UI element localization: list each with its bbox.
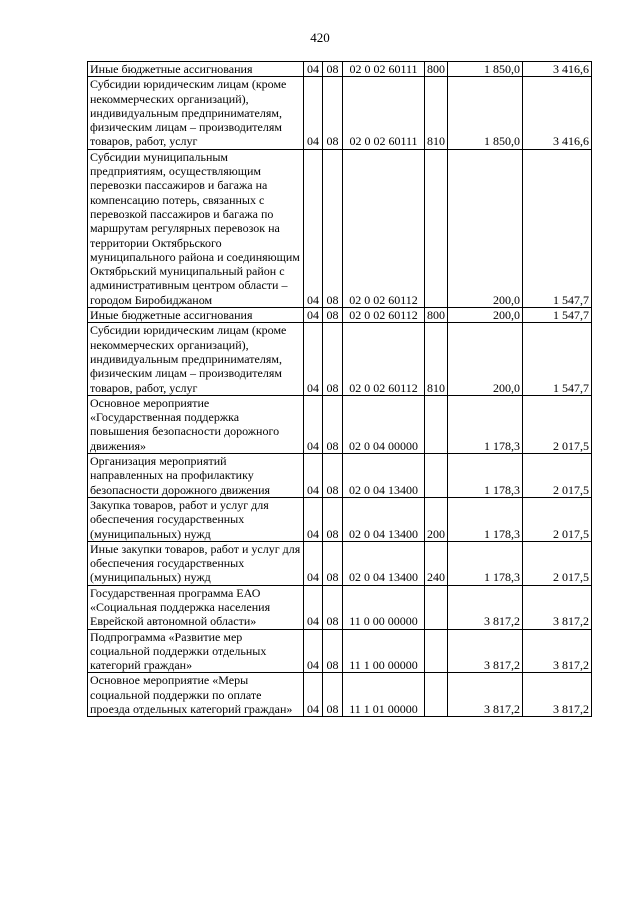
row-vr-code bbox=[425, 454, 448, 498]
row-sum-first: 200,0 bbox=[448, 308, 523, 323]
row-sum-first: 1 178,3 bbox=[448, 454, 523, 498]
row-sum-second: 1 547,7 bbox=[523, 323, 592, 395]
row-vr-code bbox=[425, 149, 448, 307]
table-row bbox=[88, 62, 592, 77]
row-vr-code bbox=[425, 585, 448, 629]
row-rz-code: 04 bbox=[304, 541, 323, 585]
row-sum-first: 1 178,3 bbox=[448, 541, 523, 585]
row-sum-first: 200,0 bbox=[448, 149, 523, 307]
table-row bbox=[88, 77, 592, 149]
row-name: Основное мероприятие «Государственная поддержка повышения безопасности дорожного движения» bbox=[88, 395, 304, 453]
row-sum-first: 200,0 bbox=[448, 323, 523, 395]
row-csr-code: 02 0 04 00000 bbox=[343, 395, 425, 453]
row-name: Иные бюджетные ассигнования bbox=[88, 308, 304, 323]
page-number: 420 bbox=[310, 30, 330, 45]
row-name: Подпрограмма «Развитие мер социальной поддержки отдельных категорий граждан» bbox=[88, 629, 304, 673]
row-pr-code: 08 bbox=[323, 497, 343, 541]
row-pr-code: 08 bbox=[323, 673, 343, 717]
table-row bbox=[88, 149, 592, 307]
row-rz-code: 04 bbox=[304, 323, 323, 395]
row-sum-second: 2 017,5 bbox=[523, 395, 592, 453]
row-name: Иные бюджетные ассигнования bbox=[88, 62, 304, 77]
row-sum-second: 1 547,7 bbox=[523, 149, 592, 307]
row-pr-code: 08 bbox=[323, 62, 343, 77]
row-sum-second: 2 017,5 bbox=[523, 541, 592, 585]
row-sum-second: 2 017,5 bbox=[523, 454, 592, 498]
row-sum-first: 1 850,0 bbox=[448, 62, 523, 77]
row-pr-code: 08 bbox=[323, 629, 343, 673]
row-pr-code: 08 bbox=[323, 323, 343, 395]
table-row bbox=[88, 497, 592, 541]
row-sum-second: 3 416,6 bbox=[523, 62, 592, 77]
row-sum-first: 3 817,2 bbox=[448, 629, 523, 673]
budget-table-body bbox=[88, 62, 592, 717]
row-name: Иные закупки товаров, работ и услуг для обеспечения государственных (муниципальных) нужд bbox=[88, 541, 304, 585]
table-row bbox=[88, 585, 592, 629]
table-row bbox=[88, 541, 592, 585]
row-sum-first: 1 178,3 bbox=[448, 395, 523, 453]
row-csr-code: 02 0 02 60111 bbox=[343, 77, 425, 149]
row-pr-code: 08 bbox=[323, 454, 343, 498]
row-rz-code: 04 bbox=[304, 585, 323, 629]
row-sum-second: 1 547,7 bbox=[523, 308, 592, 323]
row-name: Организация мероприятий направленных на профилактику безопасности дорожного движения bbox=[88, 454, 304, 498]
row-sum-first: 3 817,2 bbox=[448, 585, 523, 629]
row-sum-second: 3 817,2 bbox=[523, 673, 592, 717]
row-pr-code: 08 bbox=[323, 541, 343, 585]
row-pr-code: 08 bbox=[323, 149, 343, 307]
row-rz-code: 04 bbox=[304, 62, 323, 77]
table-row bbox=[88, 629, 592, 673]
row-csr-code: 02 0 02 60112 bbox=[343, 149, 425, 307]
row-vr-code: 800 bbox=[425, 308, 448, 323]
row-vr-code bbox=[425, 673, 448, 717]
row-name: Основное мероприятие «Меры социальной поддержки по оплате проезда отдельных категорий граждан» bbox=[88, 673, 304, 717]
row-csr-code: 11 0 00 00000 bbox=[343, 585, 425, 629]
row-csr-code: 11 1 00 00000 bbox=[343, 629, 425, 673]
row-sum-second: 2 017,5 bbox=[523, 497, 592, 541]
row-pr-code: 08 bbox=[323, 585, 343, 629]
row-vr-code bbox=[425, 395, 448, 453]
row-rz-code: 04 bbox=[304, 497, 323, 541]
row-vr-code: 810 bbox=[425, 323, 448, 395]
row-csr-code: 02 0 02 60112 bbox=[343, 323, 425, 395]
row-vr-code: 200 bbox=[425, 497, 448, 541]
row-sum-second: 3 416,6 bbox=[523, 77, 592, 149]
row-name: Субсидии муниципальным предприятиям, осуществляющим перевозки пассажиров и багажа на компенсацию потерь, связанных с перевозкой пассажиров и багажа по маршрутам регулярных перевозок на территории Октябрьского муниципального района и соединяющим Октябрьский муниципальный район с административным центром области – городом Биробиджаном bbox=[88, 149, 304, 307]
row-csr-code: 02 0 04 13400 bbox=[343, 497, 425, 541]
row-csr-code: 02 0 04 13400 bbox=[343, 454, 425, 498]
row-pr-code: 08 bbox=[323, 395, 343, 453]
row-name: Государственная программа ЕАО «Социальная поддержка населения Еврейской автономной области» bbox=[88, 585, 304, 629]
row-name: Субсидии юридическим лицам (кроме некоммерческих организаций), индивидуальным предпринимателям, физическим лицам – производителям товаров, работ, услуг bbox=[88, 323, 304, 395]
row-vr-code: 240 bbox=[425, 541, 448, 585]
table-row bbox=[88, 323, 592, 395]
table-row bbox=[88, 454, 592, 498]
row-rz-code: 04 bbox=[304, 454, 323, 498]
table-row bbox=[88, 673, 592, 717]
row-rz-code: 04 bbox=[304, 629, 323, 673]
row-sum-first: 1 850,0 bbox=[448, 77, 523, 149]
row-pr-code: 08 bbox=[323, 308, 343, 323]
row-name: Закупка товаров, работ и услуг для обеспечения государственных (муниципальных) нужд bbox=[88, 497, 304, 541]
row-sum-first: 1 178,3 bbox=[448, 497, 523, 541]
row-rz-code: 04 bbox=[304, 308, 323, 323]
row-sum-second: 3 817,2 bbox=[523, 585, 592, 629]
row-csr-code: 02 0 04 13400 bbox=[343, 541, 425, 585]
row-csr-code: 02 0 02 60112 bbox=[343, 308, 425, 323]
row-rz-code: 04 bbox=[304, 77, 323, 149]
row-vr-code bbox=[425, 629, 448, 673]
table-row bbox=[88, 395, 592, 453]
row-vr-code: 810 bbox=[425, 77, 448, 149]
row-sum-second: 3 817,2 bbox=[523, 629, 592, 673]
row-csr-code: 11 1 01 00000 bbox=[343, 673, 425, 717]
row-vr-code: 800 bbox=[425, 62, 448, 77]
budget-table bbox=[87, 61, 592, 717]
row-sum-first: 3 817,2 bbox=[448, 673, 523, 717]
row-pr-code: 08 bbox=[323, 77, 343, 149]
row-name: Субсидии юридическим лицам (кроме некоммерческих организаций), индивидуальным предпринимателям, физическим лицам – производителям товаров, работ, услуг bbox=[88, 77, 304, 149]
row-rz-code: 04 bbox=[304, 673, 323, 717]
row-rz-code: 04 bbox=[304, 149, 323, 307]
row-rz-code: 04 bbox=[304, 395, 323, 453]
table-row bbox=[88, 308, 592, 323]
row-csr-code: 02 0 02 60111 bbox=[343, 62, 425, 77]
